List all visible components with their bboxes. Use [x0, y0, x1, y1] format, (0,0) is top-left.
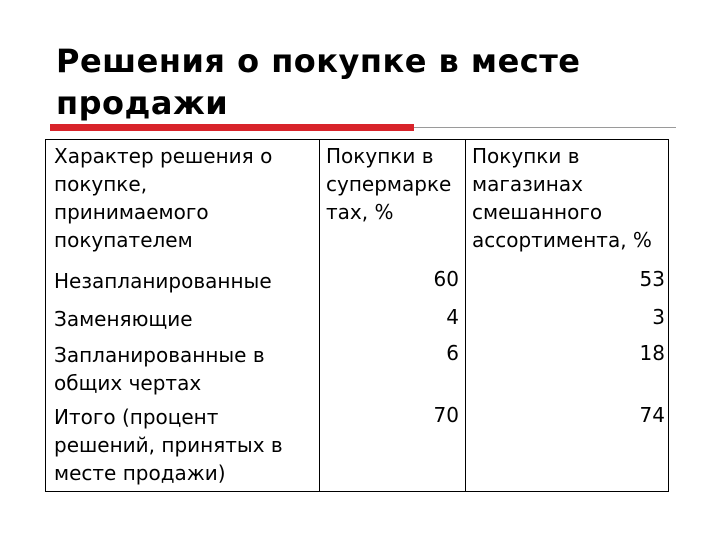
row-label: Заменяющие [54, 307, 193, 331]
header-decision-type: Характер решения о покупке, принимаемого покупателем [54, 144, 273, 252]
value-mixed: 3 [652, 305, 665, 329]
column-divider [319, 140, 320, 491]
purchase-decisions-table [45, 139, 669, 492]
column-divider [465, 140, 466, 491]
title-accent-bar [50, 124, 414, 131]
header-mixed-stores: Покупки в магазинах смешанного ассортимента, % [472, 144, 652, 252]
header-supermarkets: Покупки в супермарке тах, % [326, 144, 452, 224]
row-label: Запланированные в общих чертах [54, 343, 265, 395]
row-label: Итого (процент решений, принятых в месте продажи) [54, 405, 283, 485]
value-supermarkets: 6 [446, 341, 459, 365]
value-mixed: 53 [639, 267, 665, 291]
value-mixed: 18 [639, 341, 665, 365]
row-label: Незапланированные [54, 269, 272, 293]
value-supermarkets: 60 [433, 267, 459, 291]
value-supermarkets: 70 [433, 403, 459, 427]
value-supermarkets: 4 [446, 305, 459, 329]
value-mixed: 74 [639, 403, 665, 427]
slide-title: Решения о покупке в месте продажи [56, 42, 581, 122]
